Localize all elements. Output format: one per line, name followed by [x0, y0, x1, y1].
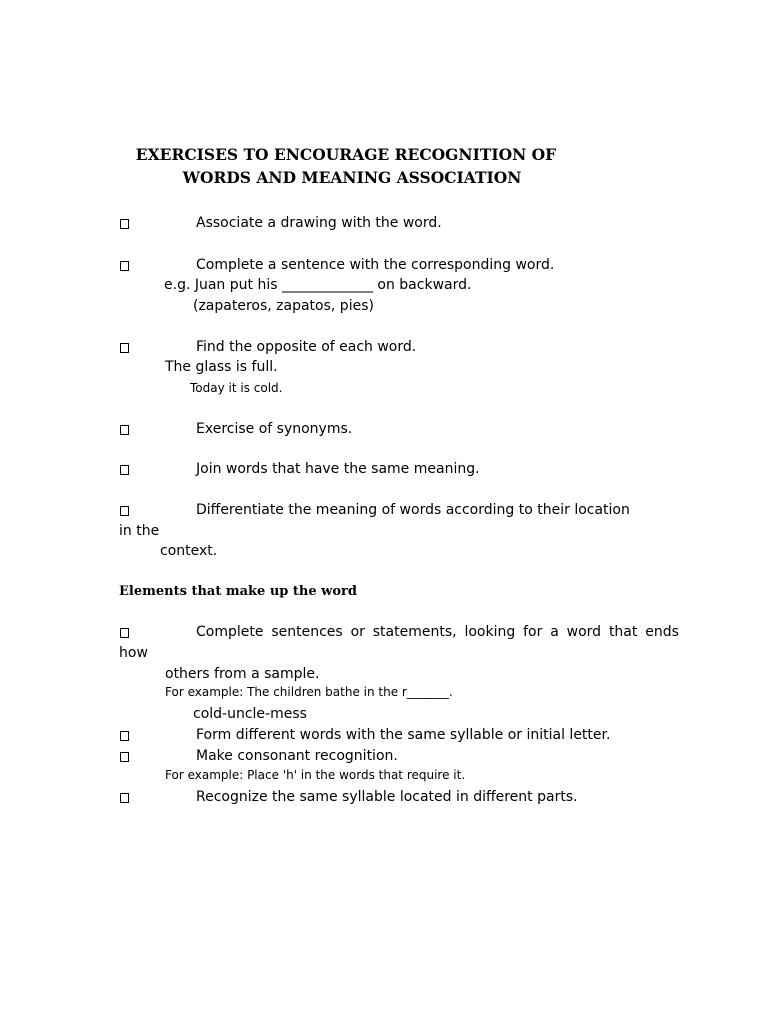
item-complete-cont-1: how — [119, 645, 148, 661]
bullet-box-icon — [120, 628, 129, 638]
item-complete-word: a — [550, 624, 559, 640]
item-complete-example: For example: The children bathe in the r_______. — [165, 685, 453, 699]
item-form: Form different words with the same syllable or initial letter. — [196, 727, 611, 743]
item-drawing: Associate a drawing with the word. — [196, 215, 442, 231]
item-synonyms: Exercise of synonyms. — [196, 421, 353, 437]
item-sentence-options: (zapateros, zapatos, pies) — [193, 298, 374, 314]
item-complete — [196, 623, 679, 641]
item-opposite-example-1: The glass is full. — [165, 359, 278, 375]
item-differentiate: Differentiate the meaning of words according to their location — [196, 502, 630, 518]
bullet-box-icon — [120, 219, 129, 229]
bullet-box-icon — [120, 506, 129, 516]
bullet-box-icon — [120, 731, 129, 741]
item-sentence: Complete a sentence with the corresponding word. — [196, 257, 555, 273]
document-title-line-2: WORDS AND MEANING ASSOCIATION — [182, 168, 522, 187]
item-complete-word: for — [523, 624, 543, 640]
item-differentiate-cont-2: context. — [160, 543, 218, 559]
bullet-box-icon — [120, 465, 129, 475]
item-complete-word: Complete — [196, 624, 264, 640]
item-consonant-example: For example: Place 'h' in the words that require it. — [165, 768, 466, 782]
item-complete-word: sentences — [271, 624, 343, 640]
item-join: Join words that have the same meaning. — [196, 461, 480, 477]
bullet-box-icon — [120, 425, 129, 435]
bullet-box-icon — [120, 343, 129, 353]
item-complete-word: looking — [464, 624, 516, 640]
item-differentiate-cont-1: in the — [119, 523, 160, 539]
item-complete-word: ends — [645, 624, 679, 640]
item-opposite-example-2: Today it is cold. — [190, 381, 283, 395]
item-syllable: Recognize the same syllable located in different parts. — [196, 789, 578, 805]
bullet-box-icon — [120, 752, 129, 762]
item-opposite: Find the opposite of each word. — [196, 339, 417, 355]
item-sentence-example: e.g. Juan put his _____________ on backward. — [164, 277, 472, 293]
document-title-line-1: EXERCISES TO ENCOURAGE RECOGNITION OF — [135, 145, 557, 164]
bullet-box-icon — [120, 793, 129, 803]
item-consonant: Make consonant recognition. — [196, 748, 398, 764]
item-complete-word: that — [608, 624, 638, 640]
item-complete-cont-2: others from a sample. — [165, 666, 320, 682]
item-complete-word: statements, — [372, 624, 457, 640]
section-heading: Elements that make up the word — [119, 584, 357, 599]
item-complete-word: or — [350, 624, 365, 640]
item-complete-word: word — [566, 624, 602, 640]
item-complete-word-list: cold-uncle-mess — [193, 706, 307, 722]
bullet-box-icon — [120, 261, 129, 271]
